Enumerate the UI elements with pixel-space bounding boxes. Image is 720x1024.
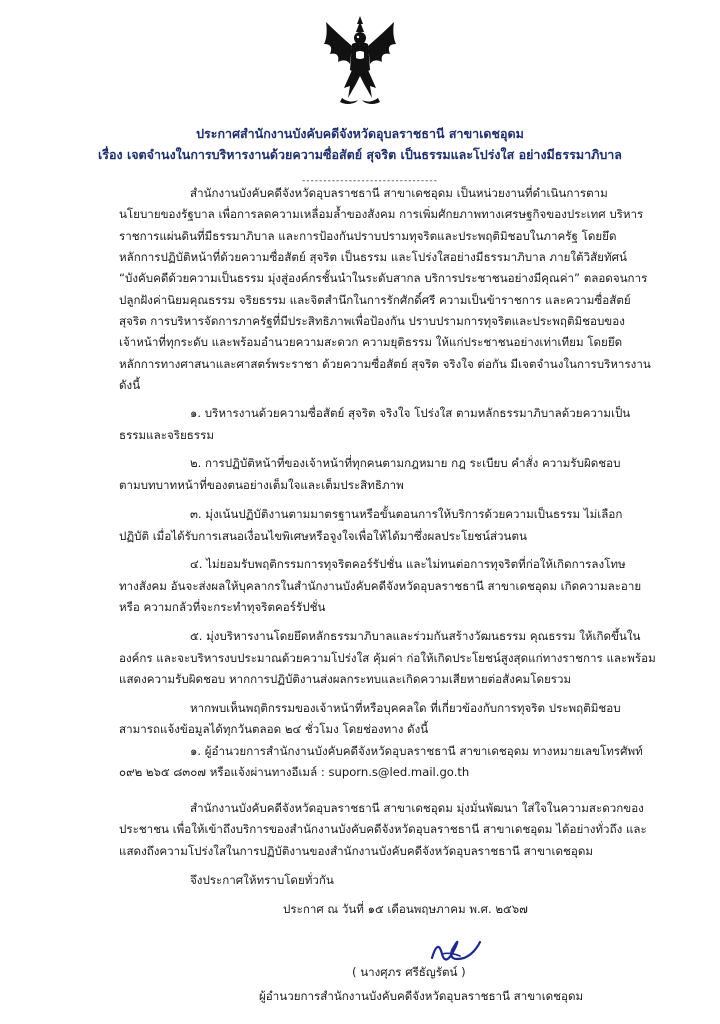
- intro-line: ราชการแผ่นดินที่มีธรรมาภิบาล และการป้องกันปราบปรามทุจริตและประพฤติมิชอบในภาครัฐ โดยยึด: [119, 229, 617, 243]
- announce-line: จึงประกาศให้ทราบโดยทั่วกัน: [190, 873, 334, 887]
- garuda-emblem-icon: [320, 14, 400, 106]
- closing-line: สำนักงานบังคับคดีจังหวัดอุบลราชธานี สาขาเดชอุดม มุ่งมั่นพัฒนา ใส่ใจในความสะดวกของ: [190, 801, 644, 815]
- item-4-line: ทางสังคม อันจะส่งผลให้บุคลากรในสำนักงานบังคับคดีจังหวัดอุบลราชธานี สาขาเดชอุดม เกิดความละอาย: [119, 579, 642, 593]
- signer-position: ผู้อำนวยการสำนักงานบังคับคดีจังหวัดอุบลราชธานี สาขาเดชอุดม: [259, 989, 584, 1003]
- intro-line: ปลูกฝังค่านิยมคุณธรรม จริยธรรม และจิตสำนึกในการรักศักดิ์ศรี ความเป็นข้าราชการ และความซื่อสัตย์: [119, 293, 631, 307]
- report-line: ๑. ผู้อำนวยการสำนักงานบังคับคดีจังหวัดอุบลราชธานี สาขาเดชอุดม ทางหมายเลขโทรศัพท์: [190, 744, 643, 758]
- announcement-date: ประกาศ ณ วันที่ ๑๕ เดือนพฤษภาคม พ.ศ. ๒๕๖๗: [283, 902, 528, 916]
- item-3-line: ๓. มุ่งเน้นปฏิบัติงานตามมาตรฐานหรือขั้นตอนการให้บริการด้วยความเป็นธรรม ไม่เลือก: [190, 507, 623, 521]
- item-1-line: ธรรมและจริยธรรม: [119, 428, 214, 442]
- intro-line: หลักการปฏิบัติหน้าที่ด้วยความซื่อสัตย์ สุจริต เป็นธรรม และโปร่งใสอย่างมีธรรมาภิบาล ภายใต้วิสัยทัศน์: [119, 250, 627, 264]
- item-5-line: แสดงความรับผิดชอบ หากการปฏิบัติงานส่งผลกระทบและเกิดความเสียหายต่อสังคมโดยรวม: [119, 672, 572, 686]
- report-contact-line: ๐๙๒ ๒๖๕ ๘๓๐๗ หรือแจ้งผ่านทางอีเมล์ : suporn.s@led.mail.go.th: [119, 765, 470, 779]
- intro-line: “บังคับคดีด้วยความเป็นธรรม มุ่งสู่องค์กรชั้นนำในระดับสากล บริการประชาชนอย่างมีคุณค่า” ตลอดจนการ: [119, 271, 648, 285]
- item-1-line: ๑. บริหารงานด้วยความซื่อสัตย์ สุจริต จริงใจ โปร่งใส ตามหลักธรรมาภิบาลด้วยความเป็น: [190, 406, 631, 420]
- announcement-subject: เรื่อง เจตจำนงในการบริหารงานด้วยความซื่อสัตย์ สุจริต เป็นธรรมและโปร่งใส อย่างมีธรรมาภิบาล: [98, 147, 622, 162]
- announcement-title: ประกาศสำนักงานบังคับคดีจังหวัดอุบลราชธานี สาขาเดชอุดม: [196, 126, 524, 141]
- signer-name: ( นางศุภร ศรีธัญรัตน์ ): [352, 965, 466, 979]
- report-line: หากพบเห็นพฤติกรรมของเจ้าหน้าที่หรือบุคคลใด ที่เกี่ยวข้องกับการทุจริต ประพฤติมิชอบ: [190, 701, 621, 715]
- item-5-line: ๕. มุ่งบริหารงานโดยยึดหลักธรรมาภิบาลและร่วมกันสร้างวัฒนธรรม คุณธรรม ให้เกิดขึ้นใน: [190, 629, 641, 643]
- closing-line: ประชาชน เพื่อให้เข้าถึงบริการของสำนักงานบังคับคดีจังหวัดอุบลราชธานี สาขาเดชอุดม ได้อย่างทั่วถึง และ: [119, 822, 647, 836]
- intro-line: สำนักงานบังคับคดีจังหวัดอุบลราชธานี สาขาเดชอุดม เป็นหน่วยงานที่ดำเนินการตาม: [190, 186, 608, 200]
- item-4-line: ๔. ไม่ยอมรับพฤติกรรมการทุจริตคอร์รัปชั่น และไม่ทนต่อการทุจริตที่ก่อให้เกิดการลงโทษ: [190, 557, 626, 571]
- item-4-line: หรือ ความกลัวที่จะกระทำทุจริตคอร์รัปชั่น: [119, 600, 326, 614]
- item-5-line: องค์กร และจะบริหารงบประมาณด้วยความโปร่งใส คุ้มค่า ก่อให้เกิดประโยชน์สูงสุดแก่ทางราชการ และพร้อม: [119, 651, 656, 665]
- intro-line: เจ้าหน้าที่ทุกระดับ และพร้อมอำนวยความสะดวก ความยุติธรรม ให้แก่ประชาชนอย่างเท่าเทียม โดยยึด: [119, 335, 623, 349]
- separator-rule: --------------------------------: [302, 176, 438, 186]
- intro-line: นโยบายของรัฐบาล เพื่อการลดความเหลื่อมล้ำของสังคม การเพิ่มศักยภาพทางเศรษฐกิจของประเทศ บริหาร: [119, 207, 644, 221]
- report-line: สามารถแจ้งข้อมูลได้ทุกวันตลอด ๒๔ ชั่วโมง โดยช่องทาง ดังนี้: [119, 722, 429, 736]
- item-2-line: ๒. การปฏิบัติหน้าที่ของเจ้าหน้าที่ทุกคนตามกฎหมาย กฎ ระเบียบ คำสั่ง ความรับผิดชอบ: [190, 456, 621, 470]
- intro-line: สุจริต การบริหารจัดการภาครัฐที่มีประสิทธิภาพเพื่อป้องกัน ปราบปรามการทุจริตและประพฤติมิชอบของ: [119, 314, 625, 328]
- item-3-line: ปฏิบัติ เมื่อได้รับการเสนอเงื่อนไขพิเศษหรือจูงใจเพื่อให้ได้มาซึ่งผลประโยชน์ส่วนตน: [119, 529, 527, 543]
- intro-line: ดังนี้: [119, 378, 141, 392]
- closing-line: แสดงถึงความโปร่งใสในการปฏิบัติงานของสำนักงานบังคับคดีจังหวัดอุบลราชธานี สาขาเดชอุดม: [119, 844, 594, 858]
- intro-line: หลักการทางศาสนาและศาสตร์พระราชา ด้วยความซื่อสัตย์ สุจริต จริงใจ ต่อกัน มีเจตจำนงในการบริหารงาน: [119, 357, 651, 371]
- item-2-line: ตามบทบาทหน้าที่ของตนอย่างเต็มใจและเต็มประสิทธิภาพ: [119, 478, 404, 492]
